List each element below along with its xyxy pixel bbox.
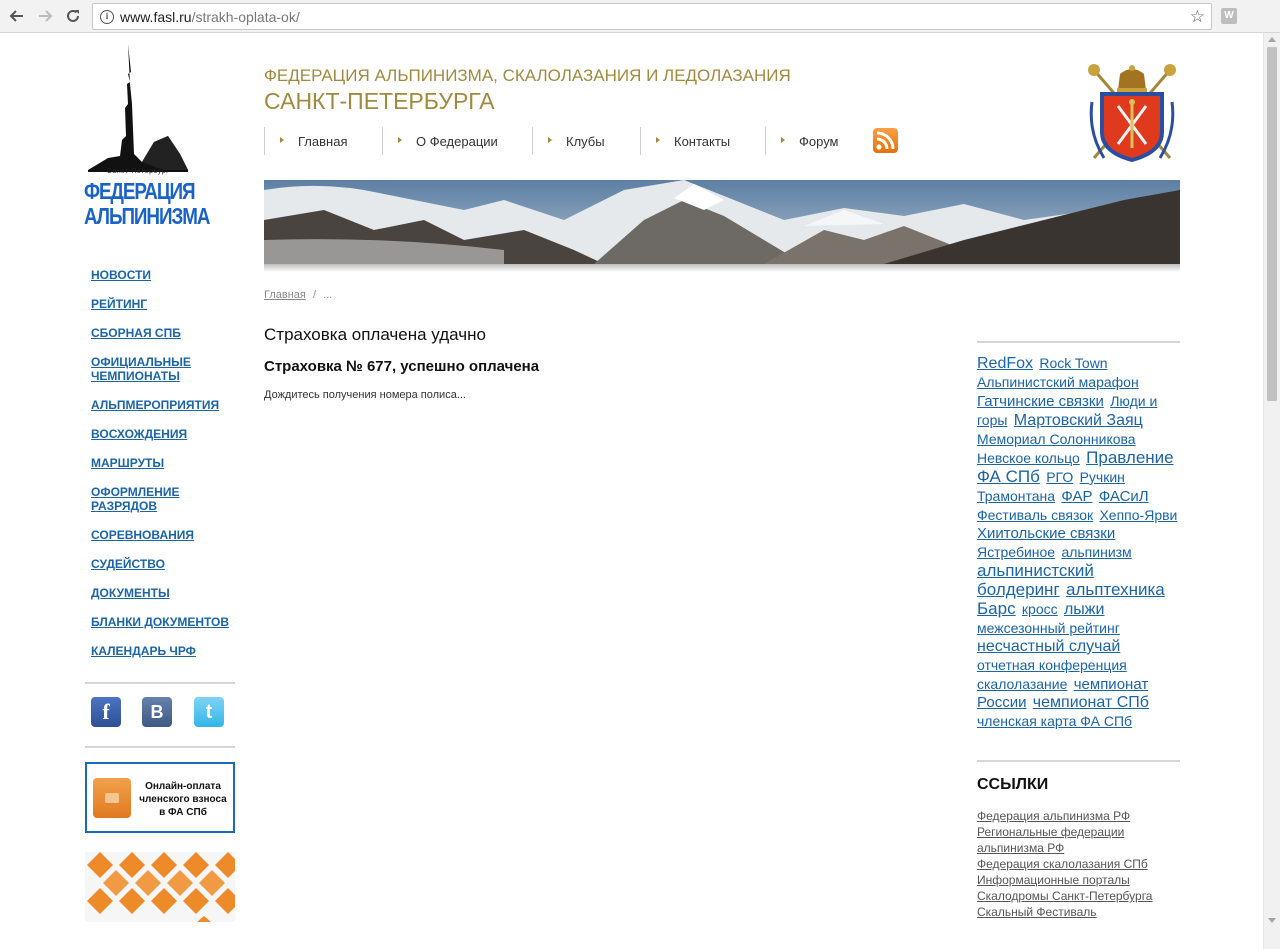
vertical-scrollbar[interactable]	[1263, 33, 1280, 949]
links-list-item	[977, 888, 1177, 904]
tag-link[interactable]: Мартовский Заяц	[1013, 412, 1143, 429]
left-menu-item	[91, 268, 241, 282]
nav-item-home[interactable]	[264, 127, 382, 155]
right-divider	[977, 341, 1180, 343]
tag-link[interactable]: лыжи	[1063, 601, 1105, 618]
spb-coat-of-arms-icon	[1084, 62, 1180, 164]
tag-link[interactable]: кросс	[1021, 601, 1058, 617]
tag-link[interactable]: несчастный случай	[977, 638, 1121, 655]
scroll-up-arrow-icon[interactable]	[1268, 37, 1276, 42]
left-menu-link[interactable]: РЕЙТИНГ	[91, 297, 148, 311]
twitter-icon[interactable]: t	[194, 697, 224, 727]
tag-link[interactable]: альпинизм	[1061, 544, 1132, 560]
left-menu-item	[91, 427, 241, 441]
tag-link[interactable]: Ручкин	[1079, 469, 1125, 485]
nav-item-forum[interactable]	[765, 127, 865, 155]
tag-link[interactable]: отчетная конференция	[977, 657, 1127, 673]
nav-item-about[interactable]	[382, 127, 532, 155]
url-text[interactable]	[120, 9, 300, 25]
left-menu-item	[91, 557, 241, 571]
tag-link[interactable]: Хеппо-Ярви	[1099, 507, 1178, 523]
forward-button[interactable]	[34, 5, 56, 27]
nav-link[interactable]: О Федерации	[416, 134, 498, 149]
tag-link[interactable]: межсезонный рейтинг	[977, 620, 1120, 636]
tag-link[interactable]: Фестиваль связок	[977, 507, 1094, 523]
left-divider	[85, 682, 235, 684]
left-menu-link[interactable]: ОФИЦИАЛЬНЫЕ ЧЕМПИОНАТЫ	[91, 355, 191, 383]
breadcrumb-current: ...	[323, 289, 333, 301]
left-menu-link[interactable]: ДОКУМЕНТЫ	[91, 586, 170, 600]
external-link[interactable]: Скальный Фестиваль	[977, 905, 1097, 919]
external-link[interactable]: Информационные порталы	[977, 873, 1130, 887]
left-menu-link[interactable]: СБОРНАЯ СПБ	[91, 326, 181, 340]
left-menu-link[interactable]: ВОСХОЖДЕНИЯ	[91, 427, 188, 441]
rss-icon[interactable]	[873, 128, 898, 153]
tag-link[interactable]: Гатчинские связки	[977, 393, 1104, 410]
tag-link[interactable]: Правление ФА СПб	[977, 448, 1174, 486]
logo-title-line1: ФЕДЕРАЦИЯ	[84, 178, 195, 204]
left-menu-link[interactable]: СОРЕВНОВАНИЯ	[91, 528, 195, 542]
left-menu-link[interactable]: БЛАНКИ ДОКУМЕНТОВ	[91, 615, 230, 629]
links-list-item	[977, 824, 1177, 856]
tag-link[interactable]: Люди и горы	[977, 393, 1158, 428]
nav-item-contacts[interactable]	[640, 127, 765, 155]
left-menu-link[interactable]: КАЛЕНДАРЬ ЧРФ	[91, 644, 196, 658]
mountain-banner-image	[264, 180, 1180, 264]
tag-link[interactable]: Ястребиное	[977, 544, 1056, 560]
triangle-right-icon	[398, 137, 402, 143]
left-menu-item	[91, 297, 241, 311]
info-icon[interactable]: i	[100, 10, 114, 24]
left-menu-item	[91, 456, 241, 470]
nav-item-clubs[interactable]	[532, 127, 640, 155]
links-heading: ССЫЛКИ	[977, 776, 1049, 793]
triangle-right-icon	[548, 137, 552, 143]
left-menu-link[interactable]: СУДЕЙСТВО	[91, 557, 165, 571]
org-name-line1: ФЕДЕРАЦИЯ АЛЬПИНИЗМА, СКАЛОЛАЗАНИЯ И ЛЕДОЛАЗАНИЯ	[264, 66, 791, 85]
left-menu-link[interactable]: АЛЬПМЕРОПРИЯТИЯ	[91, 398, 220, 412]
left-menu-item	[91, 615, 241, 629]
triangle-right-icon	[280, 137, 284, 143]
spire-mountain-icon	[84, 44, 192, 174]
online-payment-banner[interactable]	[85, 762, 235, 833]
left-menu-link[interactable]: ОФОРМЛЕНИЕ РАЗРЯДОВ	[91, 485, 180, 513]
links-list-item	[977, 872, 1177, 888]
arrow-right-icon	[37, 8, 53, 24]
tag-link[interactable]: чемпионат России	[977, 676, 1149, 711]
right-divider	[977, 760, 1180, 762]
breadcrumb	[264, 289, 332, 301]
left-menu-item	[91, 398, 241, 412]
wallet-icon	[93, 778, 131, 818]
tag-link[interactable]: РГО	[1046, 469, 1074, 485]
nav-link[interactable]: Форум	[799, 134, 839, 149]
tag-link[interactable]: Невское кольцо	[977, 450, 1080, 466]
facebook-icon[interactable]: f	[91, 697, 121, 727]
links-list-item	[977, 856, 1177, 872]
url-host: www.fasl.ru	[120, 9, 192, 25]
logo-title-line2: АЛЬПИНИЗМА	[84, 203, 210, 229]
left-divider	[85, 746, 235, 748]
rss-glyph-icon	[873, 128, 898, 153]
links-list	[977, 808, 1177, 920]
tag-link[interactable]: Трамонтана	[977, 488, 1056, 504]
tag-link[interactable]: ФАР	[1061, 488, 1093, 505]
banner-shadow	[264, 264, 1180, 272]
left-menu-item	[91, 586, 241, 600]
browser-toolbar	[0, 0, 1280, 33]
nav-link[interactable]: Клубы	[566, 134, 605, 149]
left-menu-item	[91, 485, 241, 513]
left-menu-item	[91, 326, 241, 340]
left-menu-link[interactable]: НОВОСТИ	[91, 268, 152, 282]
tag-link[interactable]: Мемориал Солонникова	[977, 431, 1136, 447]
policy-wait-note: Дождитесь получения номера полиса...	[264, 389, 466, 401]
url-path: /strakh-oplata-ok/	[191, 9, 300, 25]
left-menu-item	[91, 644, 241, 658]
vk-icon[interactable]: B	[142, 697, 172, 727]
diamond-pattern-icon	[85, 852, 235, 922]
arrow-left-icon	[9, 8, 25, 24]
triangle-right-icon	[656, 137, 660, 143]
tag-link[interactable]: чемпионат СПб	[1032, 694, 1149, 711]
page-title: Страховка оплачена удачно	[264, 325, 486, 344]
breadcrumb-separator: /	[312, 289, 316, 301]
external-link[interactable]: Скалодромы Санкт-Петербурга	[977, 889, 1153, 903]
links-list-item	[977, 904, 1177, 920]
tag-link[interactable]: ФАСиЛ	[1098, 488, 1149, 505]
external-link[interactable]: Федерация альпинизма РФ	[977, 809, 1131, 823]
tag-link[interactable]: членская карта ФА СПб	[977, 713, 1133, 729]
bookmark-star-icon[interactable]: ☆	[1189, 7, 1205, 26]
payment-success-message: Страховка № 677, успешно оплачена	[264, 358, 540, 375]
extension-icon[interactable]: W	[1221, 8, 1237, 24]
payment-banner-text: Онлайн-оплата членского взноса в ФА СПб	[139, 781, 227, 818]
address-bar[interactable]	[92, 3, 1212, 30]
org-name-line2: САНКТ-ПЕТЕРБУРГА	[264, 88, 495, 114]
left-menu-link[interactable]: МАРШРУТЫ	[91, 456, 165, 470]
left-menu-item	[91, 355, 241, 383]
reload-icon	[65, 8, 81, 24]
federation-logo[interactable]	[84, 44, 210, 230]
diamond-pattern-banner[interactable]	[85, 852, 235, 922]
logo-city-text: Санкт-Петербург	[106, 168, 170, 175]
links-list-item	[977, 808, 1177, 824]
scroll-down-arrow-icon[interactable]	[1268, 918, 1276, 923]
external-link[interactable]: Региональные федерации альпинизма РФ	[977, 825, 1125, 855]
tag-cloud	[977, 354, 1182, 731]
tag-link[interactable]: Альпинистский марафон	[977, 374, 1139, 390]
triangle-right-icon	[781, 137, 785, 143]
nav-link[interactable]: Контакты	[674, 134, 731, 149]
tag-link[interactable]: RedFox	[977, 355, 1034, 372]
external-link[interactable]: Федерация скалолазания СПб	[977, 857, 1148, 871]
scrollbar-thumb[interactable]	[1267, 47, 1277, 401]
tag-link[interactable]: альптехника Барс	[977, 580, 1165, 618]
tag-link[interactable]: Хиитольские связки	[977, 525, 1116, 542]
back-button[interactable]	[6, 5, 28, 27]
tag-link[interactable]: альпинистский болдеринг	[977, 561, 1094, 599]
tag-link[interactable]: Rock Town	[1039, 355, 1108, 371]
breadcrumb-home-link[interactable]: Главная	[264, 289, 306, 301]
tag-link[interactable]: скалолазание	[977, 676, 1068, 692]
reload-button[interactable]	[62, 5, 84, 27]
nav-link[interactable]: Главная	[298, 134, 348, 149]
left-menu-item	[91, 528, 241, 542]
left-menu	[91, 268, 241, 673]
